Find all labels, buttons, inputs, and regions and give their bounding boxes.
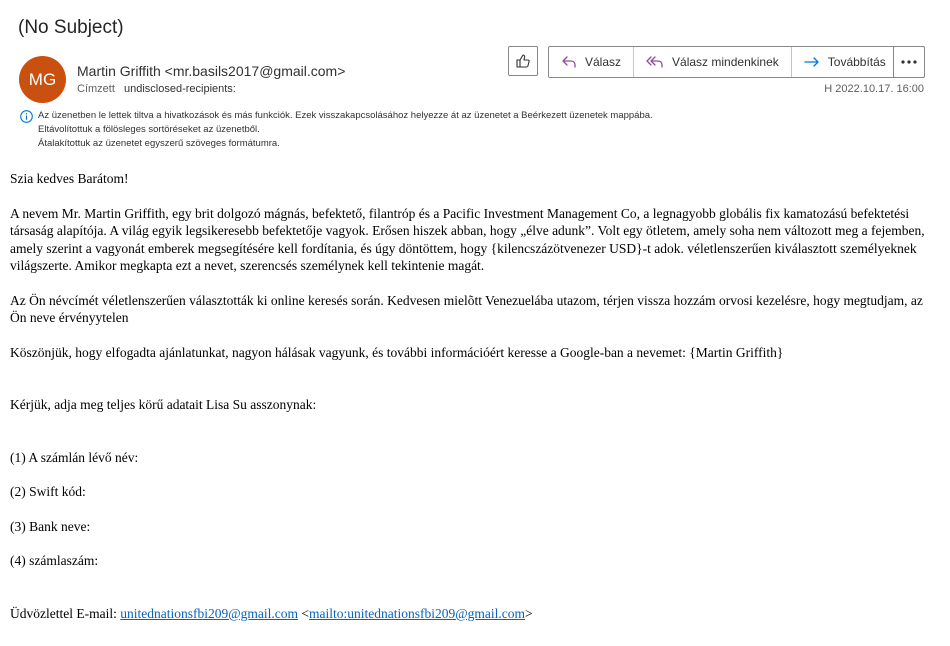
reply-actions [548, 46, 899, 78]
sender-avatar[interactable] [19, 56, 66, 103]
reply-label: Válasz [585, 55, 622, 69]
forward-label: Továbbítás [827, 55, 886, 69]
reply-all-icon [646, 55, 664, 69]
info-icon [20, 110, 33, 123]
list-item-3: (3) Bank neve: [10, 518, 91, 534]
body-paragraph-4: Kérjük, adja meg teljes körű adatait Lisa Su asszonynak: [10, 397, 317, 412]
avatar-initials: MG [28, 69, 57, 89]
mailto-close: > [525, 605, 533, 621]
email-date: H 2022.10.17. 16:00 [824, 83, 924, 95]
info-line-3: Átalakítottuk az üzenetet egyszerű szöveges formátumra. [38, 138, 280, 149]
closing-label: Üdvözlettel E-mail: [10, 605, 117, 621]
body-paragraph-2: Az Ön névcímét véletlenszerűen választották ki online keresés során. Kedvesen mielõtt Venezuelába utazom, térjen vissza hozzám orvosi kezelésre, hogy megtudjam, az Ön neve érvényytelen [10, 292, 923, 325]
info-line-1: Az üzenetben le lettek tiltva a hivatkozások és más funkciók. Ezek visszakapcsolásához helyezze át az üzenetet a Beérkezett üzenetek mappába. [38, 110, 653, 121]
mailto-open: < [301, 605, 309, 621]
recipients-line [77, 83, 236, 95]
body-paragraph-3: Köszönjük, hogy elfogadta ajánlatunkat, nagyon hálásak vagyunk, és további információért keresse a Google-ban a nevemet: {Martin Griffith} [10, 344, 784, 360]
thumbs-up-icon [515, 53, 531, 69]
reply-button[interactable] [549, 47, 634, 77]
email-body [10, 170, 925, 622]
forward-icon [804, 55, 820, 69]
more-icon [901, 60, 917, 64]
more-actions-button[interactable] [893, 46, 925, 78]
forward-button[interactable] [792, 47, 898, 77]
sender-name[interactable]: Martin Griffith <mr.basils2017@gmail.com> [77, 63, 346, 79]
to-value[interactable]: undisclosed-recipients: [123, 83, 236, 95]
mailto-link[interactable]: mailto:unitednationsfbi209@gmail.com [309, 605, 526, 621]
list-item-4: (4) számlaszám: [10, 553, 99, 568]
list-item-2: (2) Swift kód: [10, 484, 86, 499]
info-line-2: Eltávolítottuk a fölösleges sortöréseket az üzenetből. [38, 124, 260, 135]
like-button[interactable] [508, 46, 538, 76]
reply-all-button[interactable] [634, 47, 792, 77]
reply-all-label: Válasz mindenkinek [672, 55, 779, 69]
body-paragraph-1: A nevem Mr. Martin Griffith, egy brit dolgozó mágnás, befektető, filantróp és a Pacific Investment Management Co, a legnagyobb globális fix kamatozású befektetési társaság alapítója. A világ egyik legsikeresebb befektetője vagyok. Erősen hiszek abban, hogy „élve adunk”. Volt egy ötletem, amely soha nem változott meg a fejemben, amely szerint a vagyonát emberek megsegítésére kell fordítania, és úgy döntöttem, hogy {kilencszázötvenezer USD}-t adok. véletlenszerűen kiválasztott személyeknek világszerte. Amikor megkapta ezt a nevet, szerencsés személynek kell tekintenie magát. [10, 205, 925, 273]
email-subject: (No Subject) [18, 17, 124, 38]
list-item-1: (1) A számlán lévő név: [10, 449, 139, 465]
to-label: Címzett [77, 83, 115, 95]
reply-icon [561, 55, 577, 69]
info-banner [20, 109, 653, 151]
closing-line [10, 605, 925, 623]
email-link[interactable]: unitednationsfbi209@gmail.com [120, 605, 298, 621]
greeting: Szia kedves Barátom! [10, 171, 129, 186]
